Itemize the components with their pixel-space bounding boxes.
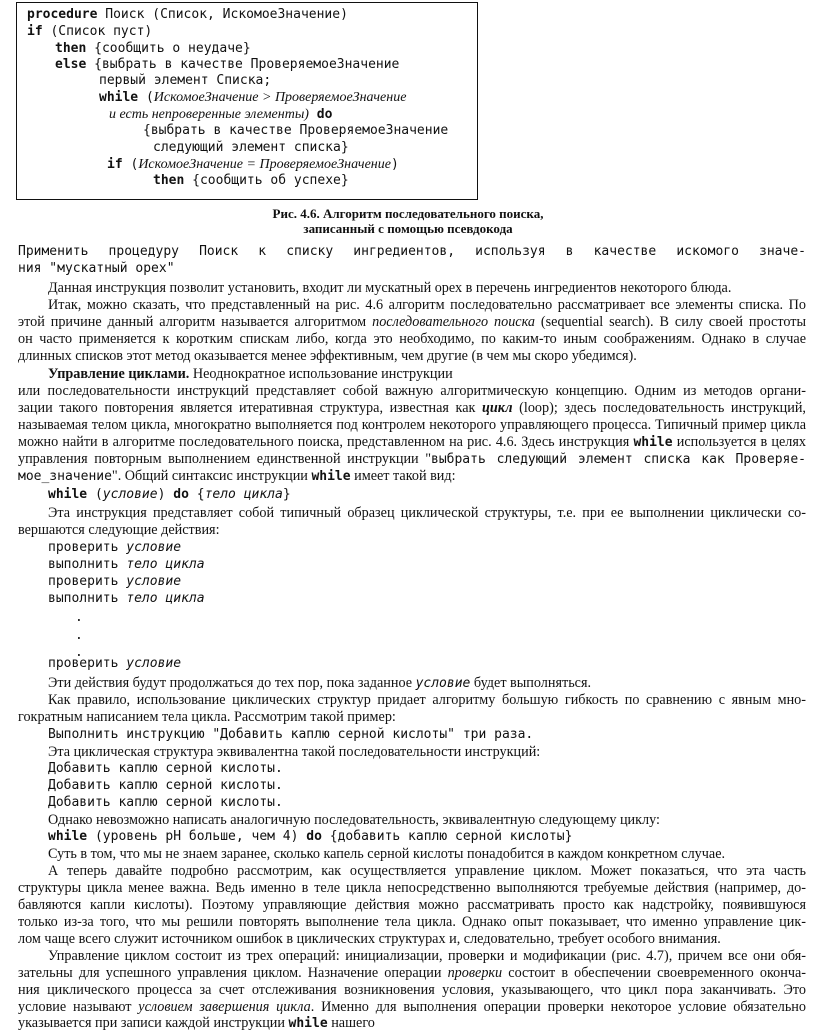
text-run: (уровень рН больше, чем 4) <box>87 829 307 844</box>
text-run: следующий элемент списка} <box>153 140 349 155</box>
text-run: условием завершения цикла <box>138 999 311 1015</box>
text-run: then <box>55 41 87 56</box>
text-line <box>18 417 806 433</box>
text-line <box>18 451 806 468</box>
text-run: (Список пуст) <box>42 24 153 39</box>
text-run: ) <box>390 157 399 172</box>
text-run: while <box>288 1016 328 1031</box>
text-run: управления повторным выполнением единственной инструкции " <box>18 451 431 467</box>
text-run: (sequential search). В силу своей простоты <box>534 314 806 330</box>
text-run: состоит в обеспечении своевременного оконча- <box>502 965 806 981</box>
text-run: Эта циклическая структура эквивалентна такой последовательности инструкций: <box>48 744 541 760</box>
text-line <box>18 914 806 930</box>
text-run: проверки <box>447 965 503 981</box>
text-run: Применить процедуру Поиск к списку ингредиентов, используя в качестве искомого значе- <box>18 244 806 259</box>
text-run: выполнить <box>48 591 127 606</box>
text-run: ( <box>122 157 139 172</box>
text-run: ИскомоеЗначение = ПроверяемоеЗначение <box>138 157 391 172</box>
text-line <box>48 656 181 672</box>
text-run: Данная инструкция позволит установить, входит ли мускатный орех в перечень ингредиентов некоторого блюда. <box>48 280 732 296</box>
code-line <box>109 107 332 123</box>
text-run: тело цикла <box>126 591 205 606</box>
text-run: Неоднократное использование инструкции <box>189 366 453 382</box>
text-run: вершаются следующие действия: <box>18 522 220 538</box>
text-line <box>48 744 540 760</box>
code-line <box>27 24 152 40</box>
text-line <box>18 400 806 416</box>
code-line <box>99 90 406 106</box>
text-run: можно найти в алгоритме последовательного поиска, представленном на рис. 4.6. Здесь инструкция <box>18 434 634 450</box>
text-run: Эти действия будут продолжаться до тех пор, пока заданное <box>48 675 416 691</box>
text-run: Суть в том, что мы не знаем заранее, сколько капель серной кислоты понадобится в каждом конкретном случае. <box>48 846 726 862</box>
text-line <box>48 692 806 708</box>
text-line <box>18 314 806 330</box>
text-line <box>18 1015 375 1032</box>
text-run: цикл <box>482 400 513 416</box>
code-line <box>153 140 349 156</box>
text-run: тело цикла <box>126 557 205 572</box>
text-line <box>48 574 181 590</box>
text-run: условие называют <box>18 999 139 1015</box>
text-run: имеет такой вид: <box>350 468 456 484</box>
text-line <box>48 297 806 313</box>
text-run: ( <box>138 90 154 105</box>
text-run: do <box>306 829 322 844</box>
text-run: тело цикла <box>204 487 283 502</box>
text-line <box>18 522 220 538</box>
text-run: и есть непроверенные элементы) <box>109 107 309 122</box>
text-run: мое_значение <box>18 469 112 484</box>
text-line <box>18 709 396 725</box>
text-run: только из-за того, что мы решили повторять выполнение тела цикла. Однако опыт показывает, что именно управление цик- <box>18 914 806 930</box>
text-line <box>48 505 806 521</box>
code-line <box>143 123 448 139</box>
text-run: первый элемент Списка; <box>99 73 272 88</box>
text-line <box>18 261 175 277</box>
text-line <box>48 761 283 777</box>
text-line <box>48 727 533 743</box>
text-run: этой причине данный алгоритм называется алгоритмом <box>18 314 373 330</box>
code-line <box>99 73 271 89</box>
text-run: проверить <box>48 574 127 589</box>
text-run: последовательного поиска <box>372 314 535 330</box>
text-run: while <box>311 469 351 484</box>
text-line <box>48 829 572 845</box>
text-run: Поиск (Список, ИскомоеЗначение) <box>97 7 348 22</box>
text-run: {выбрать в качестве ПроверяемоеЗначение <box>143 123 449 138</box>
text-line <box>48 280 731 296</box>
text-run: while <box>48 487 88 502</box>
text-run: ИскомоеЗначение > ПроверяемоеЗначение <box>153 90 407 105</box>
text-run: do <box>308 107 333 122</box>
text-run: Эта инструкция представляет собой типичный образец циклической структуры, т.е. при ее выполнении циклически со- <box>48 505 806 521</box>
text-run: . <box>75 645 83 660</box>
text-run: Управление циклом состоит из трех операций: инициализации, проверки и модификации (рис. 4.7), причем все они обя- <box>48 948 806 964</box>
text-run: выбрать следующий элемент списка как Проверяе- <box>431 452 806 467</box>
text-run: условие <box>126 540 182 555</box>
text-run: нашего <box>327 1015 375 1031</box>
text-run: Добавить каплю серной кислоты. <box>48 778 283 793</box>
text-run: . <box>75 628 83 643</box>
text-run: гократным написанием тела цикла. Рассмотрим такой пример: <box>18 709 396 725</box>
text-run: используется в целях <box>672 434 806 450</box>
text-line <box>48 948 806 964</box>
text-run: (loop); здесь последовательность инструкций, <box>512 400 806 416</box>
text-run: else <box>55 57 87 72</box>
text-run: называемая телом цикла, многократно выполняется под контролем некоторого управляющего процесса. Типичный пример цикла <box>18 417 806 433</box>
text-run: длинных списков этот метод оказывается менее эффективным, чем другие (в чем мы скоро убедимся). <box>18 348 637 364</box>
code-line <box>55 41 251 57</box>
code-line <box>27 7 348 23</box>
text-run: бавляются капли кислоты). Поэтому управляющие действия можно рассматривать просто как надстройку, появившуюся <box>18 897 806 913</box>
text-run: структуры цикла менее важна. Ведь именно в теле цикла непосредственно выполняются требуемые действия (например, до- <box>18 880 806 896</box>
text-run: do <box>173 487 189 502</box>
text-run: А теперь давайте подробно рассмотрим, как осуществляется управление циклом. Может показаться, что эта часть <box>48 863 806 879</box>
text-run: или последовательности инструкций представляет собой важную алгоритмическую концепцию. Одним из методов органи- <box>18 383 806 399</box>
figure-caption-line-2: записанный с помощью псевдокода <box>303 221 513 236</box>
text-line <box>48 540 181 556</box>
text-run: { <box>188 487 205 502</box>
text-line <box>75 628 83 644</box>
text-run: Добавить каплю серной кислоты. <box>48 795 283 810</box>
text-line <box>18 965 806 981</box>
text-run: . <box>75 610 83 625</box>
text-line <box>18 999 806 1015</box>
text-run: условие <box>102 487 158 502</box>
text-run: while <box>48 829 88 844</box>
code-line <box>153 173 349 189</box>
text-run: then <box>153 173 185 188</box>
text-run: {добавить каплю серной кислоты} <box>321 829 573 844</box>
text-line <box>48 778 283 794</box>
text-run: зации такого повторения является итеративная структура, известная как <box>18 400 483 416</box>
text-run: if <box>27 24 43 39</box>
text-run: Добавить каплю серной кислоты. <box>48 761 283 776</box>
text-line <box>48 795 283 811</box>
text-run: он часто применяется к коротким спискам либо, когда это необходимо, по каким-то иным соображениям. Однако в случае <box>18 331 806 347</box>
text-run: if <box>107 157 123 172</box>
text-line <box>18 880 806 896</box>
text-line <box>18 982 806 998</box>
text-line <box>18 244 806 260</box>
pseudocode-figure <box>16 2 478 200</box>
text-line <box>48 591 205 607</box>
text-line <box>18 897 806 913</box>
text-line <box>48 675 591 692</box>
text-run: лом чаще всего служит источником ошибок в циклических структурах и, следовательно, требует особого внимания. <box>18 931 721 947</box>
figure-caption-line-1: Рис. 4.6. Алгоритм последовательного поиска, <box>272 206 544 221</box>
text-run: проверить <box>48 540 127 555</box>
text-run: условие <box>126 656 182 671</box>
text-line <box>48 557 205 573</box>
text-run: {выбрать в качестве ПроверяемоеЗначение <box>86 57 400 72</box>
text-run: {сообщить об успехе} <box>184 173 349 188</box>
text-run: ) <box>157 487 174 502</box>
text-line <box>48 812 660 828</box>
text-run: procedure <box>27 7 98 22</box>
text-run: Выполнить инструкцию "Добавить каплю серной кислоты" три раза. <box>48 727 534 742</box>
code-line <box>107 157 399 173</box>
text-run: while <box>99 90 139 105</box>
text-line <box>48 846 725 862</box>
text-run: Как правило, использование циклических структур придает алгоритму большую гибкость по сравнению с явным мно- <box>48 692 806 708</box>
text-line <box>18 931 721 947</box>
text-line <box>48 487 291 503</box>
text-run: условие <box>415 676 471 691</box>
text-run: ". Общий синтаксис инструкции <box>111 468 312 484</box>
text-run: условие <box>126 574 182 589</box>
text-run: . Именно для выполнения операции проверки некоторое условие обязательно <box>310 999 806 1015</box>
text-run: Итак, можно сказать, что представленный на рис. 4.6 алгоритм последовательно рассматривает все элементы списка. По <box>48 297 806 313</box>
text-run: Однако невозможно написать аналогичную последовательность, эквивалентную следующему циклу: <box>48 812 660 828</box>
text-line <box>18 331 806 347</box>
text-run: зательны для успешного управления циклом. Назначение операции <box>18 965 448 981</box>
text-run: ( <box>87 487 103 502</box>
text-line <box>18 383 806 399</box>
text-run: Управление циклами. <box>48 366 190 382</box>
text-run: указывается при записи каждой инструкции <box>18 1015 289 1031</box>
text-run: while <box>633 435 673 450</box>
text-run: ния циклического процесса за счет отслеживания возникновения условия, указывающего, что цикл пора заканчивать. Это <box>18 982 806 998</box>
text-line <box>75 610 83 626</box>
text-run: будет выполняться. <box>470 675 592 691</box>
text-run: проверить <box>48 656 127 671</box>
text-line <box>18 434 806 451</box>
code-line <box>55 57 399 73</box>
text-line <box>18 348 637 364</box>
text-run: } <box>282 487 291 502</box>
text-run: {сообщить о неудаче} <box>86 41 251 56</box>
text-line <box>48 366 453 382</box>
text-run: выполнить <box>48 557 127 572</box>
text-run: ния "мускатный орех" <box>18 261 175 276</box>
text-line <box>18 468 456 485</box>
text-line <box>48 863 806 879</box>
